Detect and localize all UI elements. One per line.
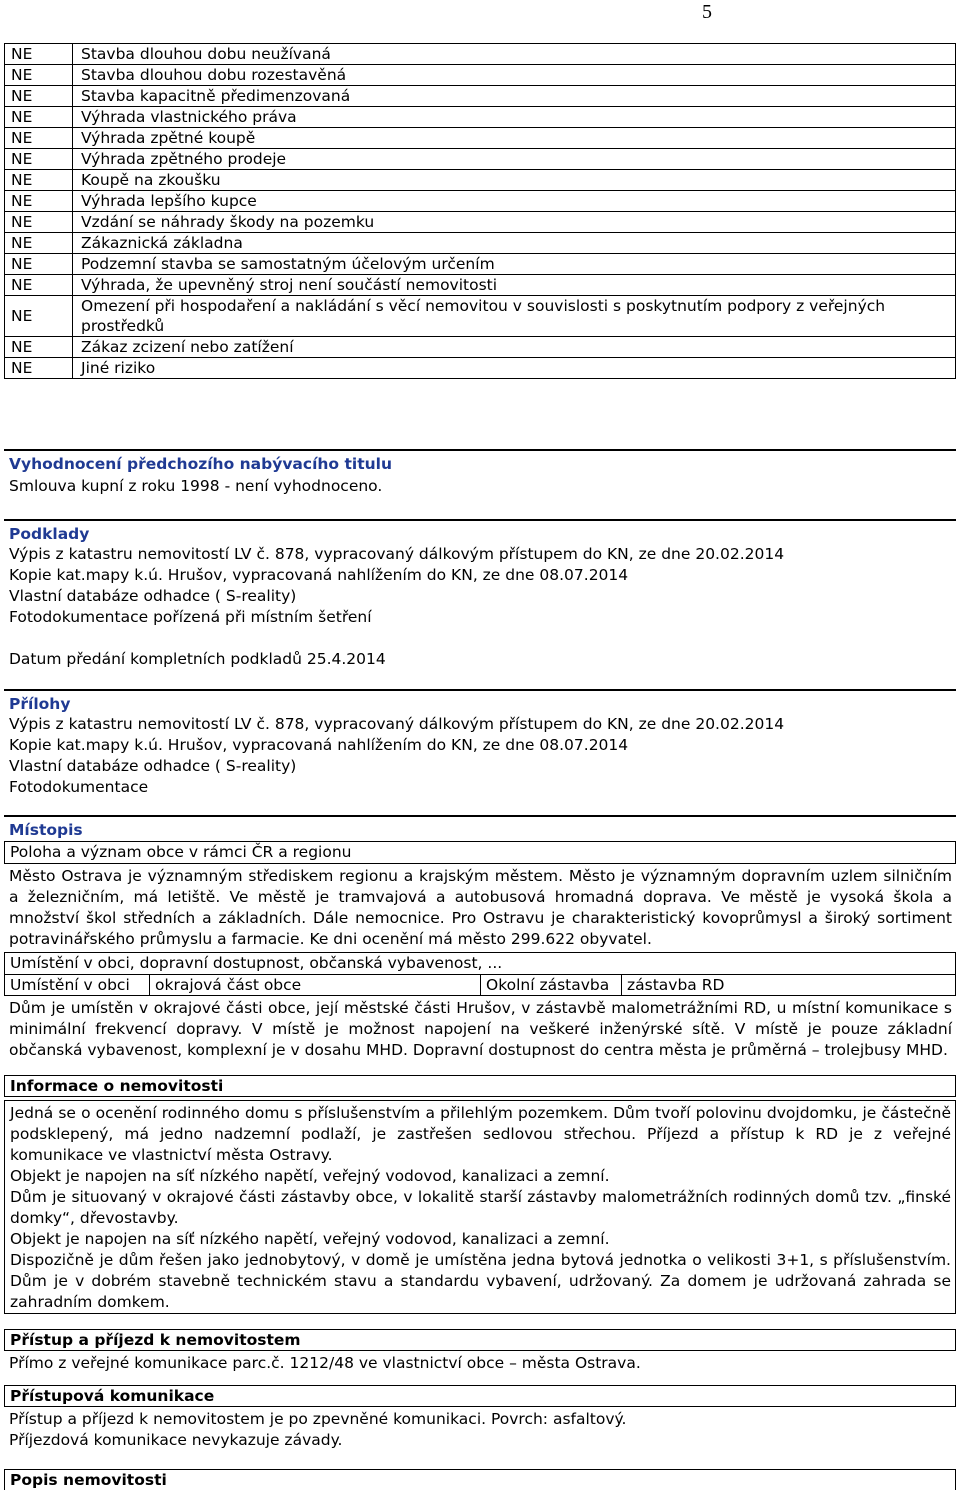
risk-row (5, 191, 956, 212)
risk-label: Výhrada zpětného prodeje (73, 149, 956, 170)
pristupova-line: Přístup a příjezd k nemovitostem je po zpevněné komunikaci. Povrch: asfaltový. (9, 1410, 627, 1428)
risk-flag: NE (5, 128, 73, 149)
location-value: okrajová část obce (150, 975, 481, 995)
risk-label: Výhrada vlastnického práva (73, 107, 956, 128)
podklady-item: Kopie kat.mapy k.ú. Hrušov, vypracovaná nahlížením do KN, ze dne 08.07.2014 (9, 566, 629, 584)
risk-row (5, 233, 956, 254)
risk-row (5, 128, 956, 149)
region-text: Město Ostrava je významným střediskem regionu a krajským městem. Město je významným dopravním uzlem silničním a železničním, má letiště. Ve městě je tramvajová a autobusová hromadná doprava. Ve městě je vysoká škola a množství škol středních a základních. Dále nemocnice. Pro Ostravu je charakteristický kovoprůmysl a široký sortiment potravinářského průmyslu a farmacie. Ke dni ocenění má město 299.622 obyvatel. (9, 867, 952, 948)
pristupova-heading: Přístupová komunikace (10, 1387, 215, 1405)
risk-flag: NE (5, 107, 73, 128)
risk-flag: NE (5, 233, 73, 254)
risk-flag: NE (5, 170, 73, 191)
risk-row (5, 65, 956, 86)
pristup-heading-box (4, 1329, 956, 1351)
location-text: Dům je umístěn v okrajové části obce, její městské části Hrušov, v zástavbě malometrážními RD, u místní komunikace s minimální frekvencí dopravy. V místě je možnost napojení na veškeré inženýrské sítě. V místě je pouze základní občanská vybavenost, komplexní je v dosahu MHD. Dopravní dostupnost do centra města je průměrná – trolejbusy MHD. (9, 999, 952, 1059)
risk-label: Zákaz zcizení nebo zatížení (73, 337, 956, 358)
risk-flag: NE (5, 44, 73, 65)
surroundings-label: Okolní zástavba (481, 975, 622, 995)
risk-flag: NE (5, 86, 73, 107)
region-title-box (4, 841, 956, 864)
risk-flag: NE (5, 65, 73, 86)
risk-label: Koupě na zkoušku (73, 170, 956, 191)
surroundings-value: zástavba RD (627, 976, 725, 994)
informace-section (4, 1075, 956, 1314)
risk-label: Výhrada lepšího kupce (73, 191, 956, 212)
risk-label: Stavba dlouhou dobu neužívaná (73, 44, 956, 65)
informace-paragraph: Objekt je napojen na síť nízkého napětí, veřejný vodovod, kanalizaci a zemní. (10, 1230, 610, 1248)
informace-paragraph: Jedná se o ocenění rodinného domu s příslušenstvím a přilehlým pozemkem. Dům tvoří polovinu dvojdomku, je částečně podsklepený, má jedno nadzemní podlaží, je zastřešen sedlovou střechou. Příjezd a přístup k RD je z veřejné komunikace ve vlastnictví města Ostravy. (10, 1104, 951, 1164)
pristup-section (4, 1329, 956, 1374)
prilohy-item: Kopie kat.mapy k.ú. Hrušov, vypracovaná nahlížením do KN, ze dne 08.07.2014 (9, 736, 629, 754)
risk-row (5, 212, 956, 233)
risk-flag: NE (5, 191, 73, 212)
mistopis-heading: Místopis (9, 821, 83, 839)
risk-row (5, 254, 956, 275)
risk-label: Stavba dlouhou dobu rozestavěná (73, 65, 956, 86)
handover-date: Datum předání kompletních podkladů 25.4.2014 (9, 650, 386, 668)
pristupova-section (4, 1385, 956, 1451)
risk-label: Vzdání se náhrady škody na pozemku (73, 212, 956, 233)
risk-row (5, 149, 956, 170)
popis-section (4, 1469, 956, 1490)
risk-label: Omezení při hospodaření a nakládání s věcí nemovitou v souvislosti s poskytnutím podpory z veřejných prostředků (73, 296, 956, 337)
location-title: Umístění v obci, dopravní dostupnost, občanská vybavenost, ... (10, 954, 503, 972)
page-number: 5 (702, 1, 712, 23)
prilohy-item: Vlastní databáze odhadce ( S-reality) (9, 757, 297, 775)
pristupova-heading-box (4, 1385, 956, 1407)
prilohy-item: Výpis z katastru nemovitostí LV č. 878, vypracovaný dálkovým přístupem do KN, ze dne 20.02.2014 (9, 715, 785, 733)
risk-flag: NE (5, 275, 73, 296)
podklady-item: Vlastní databáze odhadce ( S-reality) (9, 587, 297, 605)
evaluation-section (4, 449, 956, 497)
risk-label: Podzemní stavba se samostatným účelovým určením (73, 254, 956, 275)
risk-row (5, 170, 956, 191)
popis-heading-box (4, 1469, 956, 1490)
risk-row (5, 275, 956, 296)
risk-row (5, 86, 956, 107)
risk-flag: NE (5, 337, 73, 358)
podklady-item: Výpis z katastru nemovitostí LV č. 878, vypracovaný dálkovým přístupem do KN, ze dne 20.02.2014 (9, 545, 785, 563)
pristupova-line: Příjezdová komunikace nevykazuje závady. (9, 1431, 343, 1449)
risk-row (5, 107, 956, 128)
location-label: Umístění v obci (5, 975, 150, 995)
informace-paragraph: Objekt je napojen na síť nízkého napětí, veřejný vodovod, kanalizaci a zemní. (10, 1167, 610, 1185)
prilohy-item: Fotodokumentace (9, 778, 149, 796)
risk-flag: NE (5, 358, 73, 379)
risk-row (5, 296, 956, 337)
location-row (4, 975, 956, 996)
risk-flag: NE (5, 254, 73, 275)
evaluation-text: Smlouva kupní z roku 1998 - není vyhodnoceno. (9, 477, 383, 495)
risk-flag: NE (5, 212, 73, 233)
risk-flag: NE (5, 296, 73, 337)
risk-row (5, 44, 956, 65)
prilohy-section (4, 689, 956, 798)
podklady-heading: Podklady (9, 525, 90, 543)
informace-heading: Informace o nemovitosti (10, 1077, 224, 1095)
risk-label: Výhrada, že upevněný stroj není součástí nemovitosti (73, 275, 956, 296)
informace-paragraph: Dům je situovaný v okrajové části zástavby obce, v lokalitě starší zástavby malometrážních rodinných domů tzv. „finské domky“, dřevostavby. (10, 1188, 951, 1227)
region-title: Poloha a význam obce v rámci ČR a regionu (10, 843, 352, 861)
risk-label: Stavba kapacitně předimenzovaná (73, 86, 956, 107)
podklady-section (4, 519, 956, 670)
mistopis-section (4, 815, 956, 1061)
risk-label: Jiné riziko (73, 358, 956, 379)
risk-label: Zákaznická základna (73, 233, 956, 254)
prilohy-heading: Přílohy (9, 695, 71, 713)
pristup-text: Přímo z veřejné komunikace parc.č. 1212/48 ve vlastnictví obce – města Ostrava. (9, 1354, 641, 1372)
evaluation-heading: Vyhodnocení předchozího nabývacího titulu (9, 455, 392, 473)
risk-label: Výhrada zpětné koupě (73, 128, 956, 149)
informace-paragraph: Dispozičně je dům řešen jako jednobytový, v domě je umístěna jedna bytová jednotka o velikosti 3+1, s příslušenstvím. Dům je v dobrém stavebně technickém stavu a standardu vybavení, udržovaný. Za domem je udržovaná zahrada se zahradním domkem. (10, 1251, 951, 1311)
informace-heading-box (4, 1075, 956, 1097)
location-title-box (4, 952, 956, 975)
risk-row (5, 358, 956, 379)
risk-table (4, 43, 956, 379)
podklady-item: Fotodokumentace pořízená při místním šetření (9, 608, 372, 626)
popis-heading: Popis nemovitosti (10, 1471, 167, 1489)
risk-row (5, 337, 956, 358)
pristup-heading: Přístup a příjezd k nemovitostem (10, 1331, 301, 1349)
informace-body (4, 1100, 956, 1314)
risk-flag: NE (5, 149, 73, 170)
